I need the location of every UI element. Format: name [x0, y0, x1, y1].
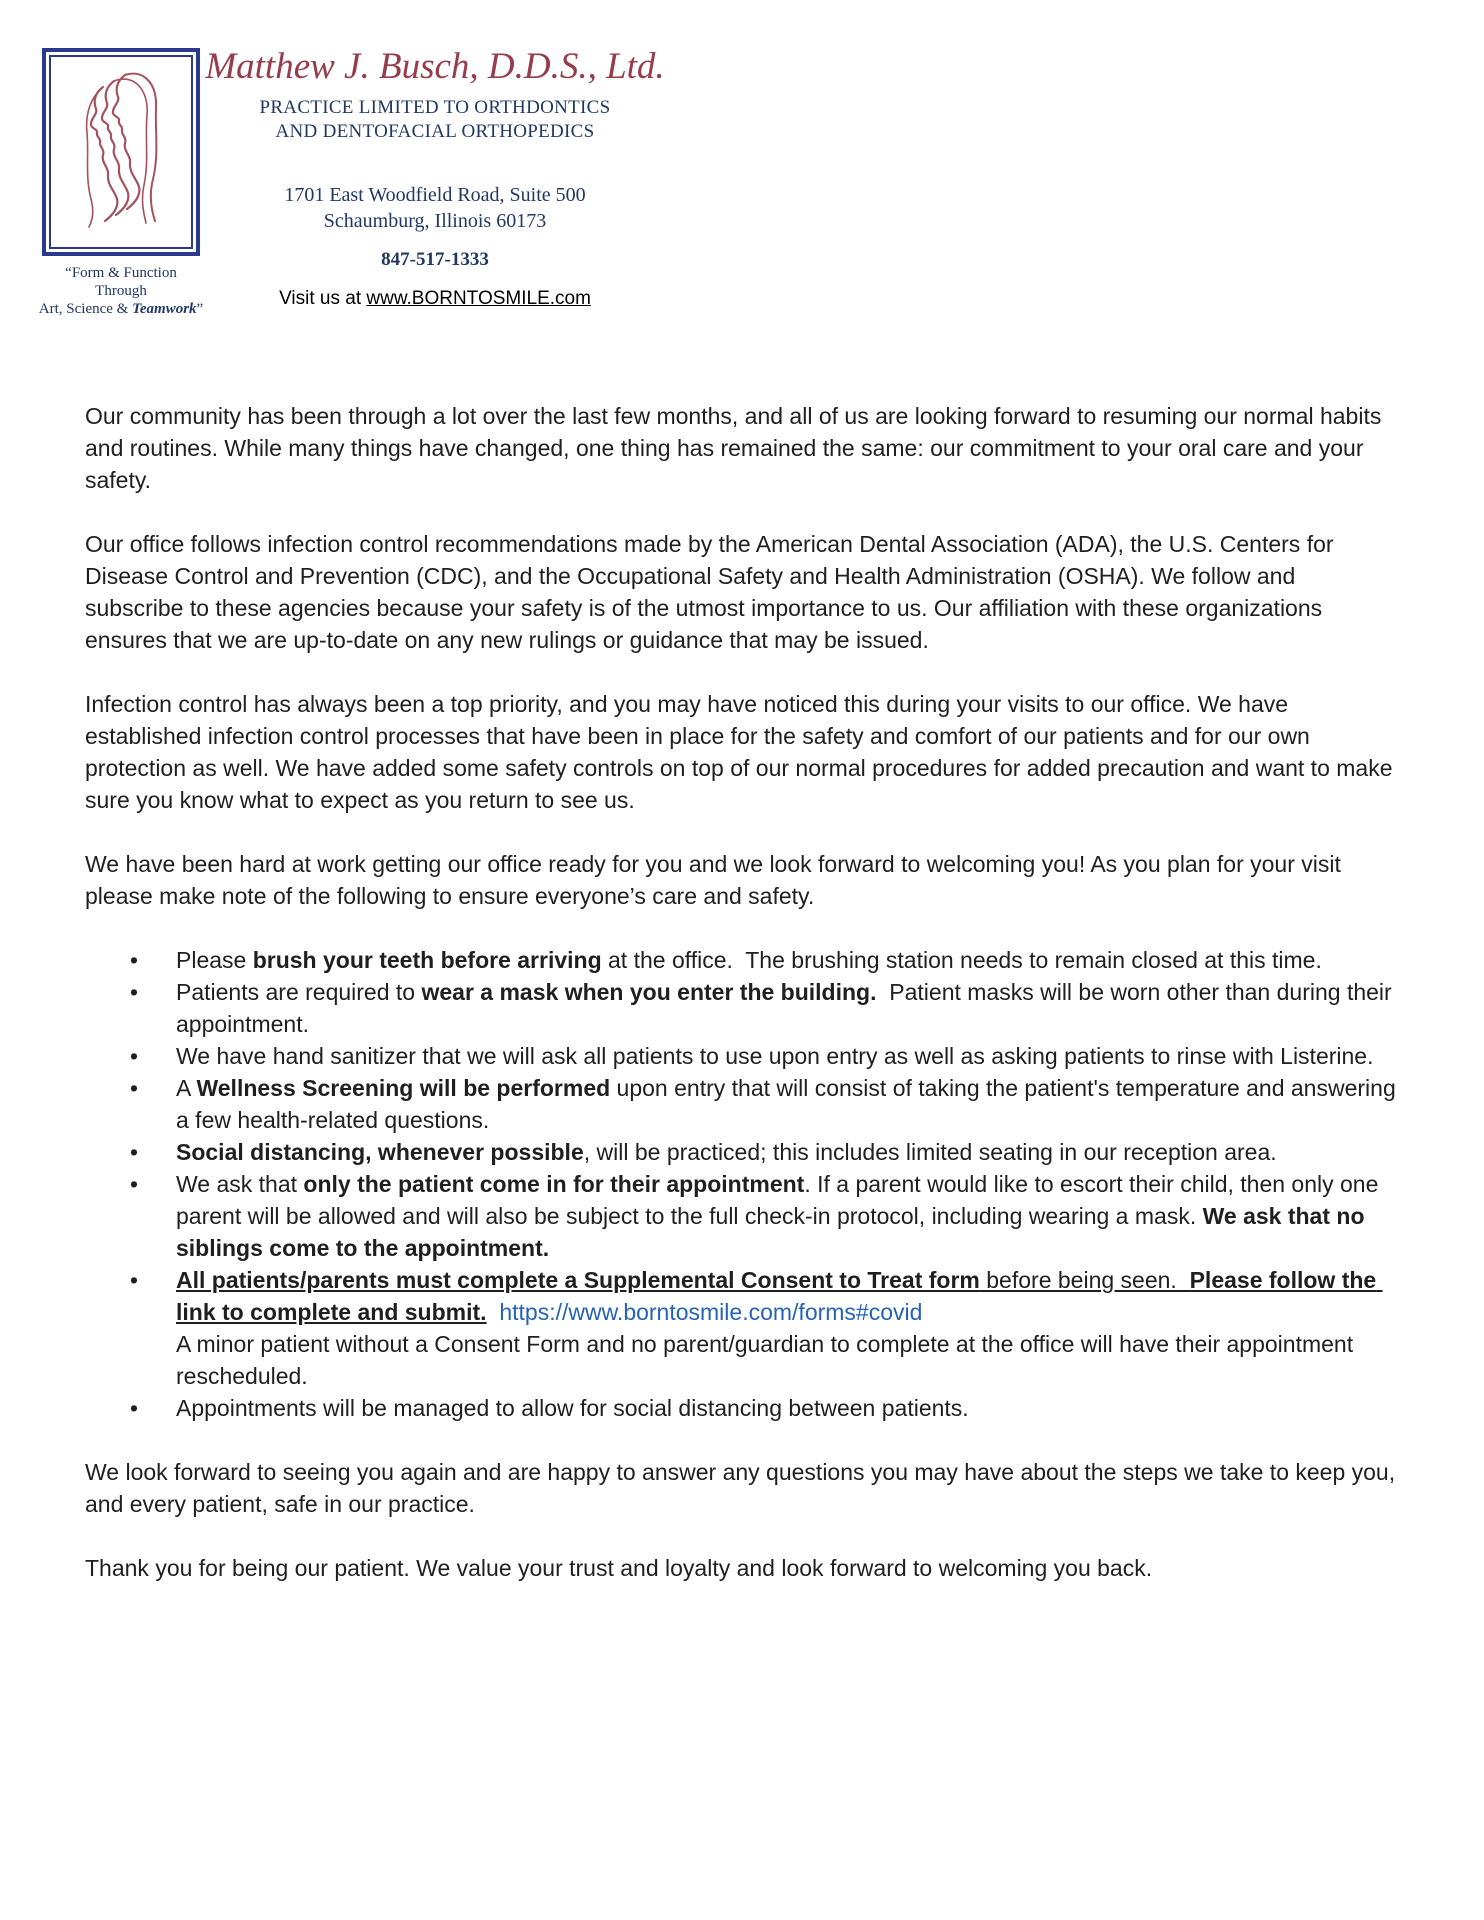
tagline-line1: “Form & Function — [65, 265, 177, 281]
tagline-line2: Through — [95, 283, 147, 299]
website-line — [175, 288, 695, 310]
text-segment: We ask that no siblings come to the appointment. — [176, 1203, 1371, 1261]
paragraph-thank-you: Thank you for being our patient. We value your trust and loyalty and look forward to welcoming you back. — [85, 1555, 1153, 1581]
text-segment: We have hand sanitizer that we will ask all patients to use upon entry as well as asking patients to rinse with Listerine. — [176, 1043, 1374, 1069]
text-segment: Patients are required to — [176, 979, 422, 1005]
paragraph-look-forward: We look forward to seeing you again and are happy to answer any questions you may have about the steps we take to keep you, and every patient, safe in our practice. — [85, 1459, 1402, 1517]
bullet-brush-teeth — [130, 944, 1396, 976]
text-segment: Patient masks will be worn other than during their appointment. — [176, 979, 1399, 1037]
practice-logo — [49, 55, 193, 249]
bullet-social-distancing — [130, 1136, 1396, 1168]
paragraph-infection-control: Infection control has always been a top priority, and you may have noticed this during your visits to our office. We have established infection control processes that have been in place for the safety and comfort of our patients and for our own protection as well. We have added some safety controls on top of our normal procedures for added precaution and want to make sure you know what to expect as you return to see us. — [85, 691, 1399, 813]
address-line1: 1701 East Woodfield Road, Suite 500 — [284, 184, 586, 206]
text-segment: We ask that — [176, 1171, 304, 1197]
letter-body — [85, 400, 1403, 1584]
practice-name: Matthew J. Busch, D.D.S., Ltd. — [205, 46, 665, 87]
website-prefix: Visit us at — [279, 288, 367, 309]
bullet-consent-form — [130, 1264, 1396, 1392]
subtitle-line1: PRACTICE LIMITED TO ORTHDONTICS — [259, 97, 611, 118]
text-segment: Social distancing, whenever possible — [176, 1139, 584, 1165]
bullet-appointments-managed — [130, 1392, 1396, 1424]
bullet-wellness-screening — [130, 1072, 1403, 1136]
paragraph-community: Our community has been through a lot over the last few months, and all of us are looking forward to resuming our normal habits and routines. While many things have changed, one thing has remained the same: our commitment to your oral care and your safety. — [85, 403, 1388, 493]
text-segment: upon entry that will consist of taking the patient's temperature and answering a few health-related questions. — [176, 1075, 1403, 1133]
faces-logo-icon — [51, 57, 191, 247]
bullet-hand-sanitizer — [130, 1040, 1396, 1072]
tagline-line3: Art, Science & Teamwork” — [38, 301, 204, 317]
bullet-wear-mask — [130, 976, 1399, 1040]
text-segment: Please — [176, 947, 253, 973]
subtitle-line2: AND DENTOFACIAL ORTHOPEDICS — [275, 121, 595, 142]
text-segment: All patients/parents must complete a Supplemental Consent to Treat form — [176, 1267, 980, 1293]
text-segment: Wellness Screening will be performed — [196, 1075, 611, 1101]
letterhead — [38, 46, 1396, 400]
text-segment: before being seen. — [979, 1267, 1190, 1293]
text-segment: brush your teeth before arriving — [252, 947, 602, 973]
practice-address — [175, 182, 695, 234]
text-segment: A minor patient without a Consent Form and no parent/guardian to complete at the office will have their appointment rescheduled. — [176, 1331, 1360, 1389]
practice-subtitle — [175, 96, 695, 144]
covid-form-link[interactable]: https://www.borntosmile.com/forms#covid — [499, 1299, 923, 1325]
text-segment: wear a mask when you enter the building. — [421, 979, 877, 1005]
letterhead-text — [175, 46, 695, 310]
text-segment — [487, 1299, 500, 1325]
text-segment: A — [176, 1075, 197, 1101]
text-segment: Appointments will be managed to allow for social distancing between patients. — [176, 1395, 969, 1421]
text-segment: , will be practiced; this includes limited seating in our reception area. — [583, 1139, 1277, 1165]
paragraph-agencies: Our office follows infection control recommendations made by the American Dental Association (ADA), the U.S. Centers for Disease Control and Prevention (CDC), and the Occupational Safety and Health Administration (OSHA). We follow and subscribe to these agencies because your safety is of the utmost importance to us. Our affiliation with these organizations ensures that we are up-to-date on any new rulings or guidance that may be issued. — [85, 531, 1340, 653]
bullet-patient-only — [130, 1168, 1396, 1264]
text-segment: . If a parent would like to escort their child, then only one parent will be allowed and will also be subject to the full check-in protocol, including wearing a mask. — [176, 1171, 1385, 1229]
paragraph-plan-visit: We have been hard at work getting our office ready for you and we look forward to welcoming you! As you plan for your visit please make note of the following to ensure everyone’s care and safety. — [85, 851, 1348, 909]
text-segment: only the patient come in for their appointment — [303, 1171, 805, 1197]
safety-bullet-list — [85, 944, 1403, 1424]
website-link[interactable]: www.BORNTOSMILE.com — [366, 288, 591, 309]
address-line2: Schaumburg, Illinois 60173 — [323, 210, 547, 232]
text-segment: at the office. The brushing station needs to remain closed at this time. — [601, 947, 1322, 973]
text-segment: Please follow the link to complete and submit. — [176, 1267, 1383, 1325]
practice-phone: 847-517-1333 — [381, 249, 489, 270]
